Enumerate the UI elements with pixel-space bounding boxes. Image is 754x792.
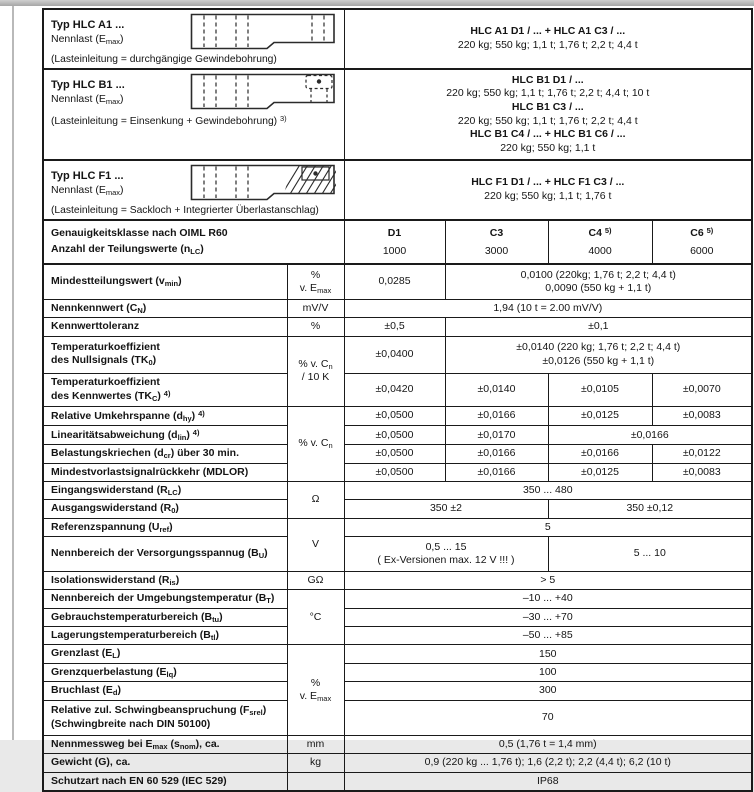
class-name: D1 xyxy=(387,226,402,239)
type-row-hlc-b1 xyxy=(43,69,752,160)
unit-cell: °C xyxy=(287,590,344,645)
spec-label-grenzlast: Grenzlast $(E_L)$ xyxy=(43,645,287,663)
variant-line: HLC B1 C4 / ... + HLC B1 C6 / ... xyxy=(470,128,626,141)
class-name: C3 xyxy=(489,226,504,239)
spec-label-ausgangswiderstand: Ausgangswiderstand $(R_0)$ xyxy=(43,500,287,518)
unit-cell: mm xyxy=(287,735,344,753)
spec-row-nennkennwert xyxy=(43,300,752,318)
page-left-edge-line xyxy=(12,6,14,740)
value-cell: 5 xyxy=(344,518,752,536)
value-cell: 300 xyxy=(344,682,752,700)
spec-row-gewicht xyxy=(43,753,752,772)
divisions-count: 4000 xyxy=(588,245,612,258)
spec-row-gebrauchstemperatur xyxy=(43,608,752,626)
value-cell: ±0,0125 xyxy=(548,463,652,481)
load-introduction-note: (Lasteinleitung = durchgängige Gewindebohrung) xyxy=(51,54,277,65)
type-title: Typ HLC F1 ... xyxy=(51,170,124,183)
value-cell: ±0,0166 xyxy=(548,425,752,444)
unit-cell: Ω xyxy=(287,481,344,518)
spec-label-schwingbeanspruchung: Relative zul. Schwingbeanspruchung $(F_{srel})$ (Schwingbreite nach DIN 50100) xyxy=(43,700,287,735)
value-cell: 0,0100 (220kg; 1,76 t; 2,2 t; 4,4 t) 0,0090 (550 kg + 1,1 t) xyxy=(445,264,752,300)
value-cell: ±0,0166 xyxy=(445,406,548,425)
accuracy-class-header-row xyxy=(43,220,752,264)
type-labels xyxy=(51,19,124,46)
value-cell: ±0,0420 xyxy=(344,373,445,406)
value-cell: 350 ... 480 xyxy=(344,481,752,499)
value-cell: ±0,0166 xyxy=(445,445,548,463)
type-row-hlc-f1 xyxy=(43,160,752,220)
spec-row-grenzquerbelastung xyxy=(43,663,752,681)
value-cell: ±0,0500 xyxy=(344,445,445,463)
spec-row-lagerungstemperatur xyxy=(43,627,752,645)
variant-line: HLC A1 D1 / ... + HLC A1 C3 / ... xyxy=(470,25,626,38)
value-cell: 5 ... 10 xyxy=(548,536,752,571)
value-cell: ±0,0140 xyxy=(445,373,548,406)
type-cell-hlc-f1 xyxy=(43,160,344,220)
spec-row-referenzspannung xyxy=(43,518,752,536)
spec-label-linearitaetsabweichung: Linearitätsabweichung $(d_{lin})$ $^{4)}$ xyxy=(43,425,287,444)
value-cell: ±0,0166 xyxy=(548,445,652,463)
value-cell: 350 ±0,12 xyxy=(548,500,752,518)
type-variants-hlc-b1 xyxy=(344,69,752,160)
variant-line: HLC F1 D1 / ... + HLC F1 C3 / ... xyxy=(471,176,625,189)
unit-cell: GΩ xyxy=(287,571,344,589)
unit-cell: % v. $C_n$ xyxy=(287,406,344,481)
spec-row-isolationswiderstand xyxy=(43,571,752,589)
spec-label-versorgungsspannung: Nennbereich der Versorgungsspannug $(B_U)$ xyxy=(43,536,287,571)
value-cell: 350 ±2 xyxy=(344,500,548,518)
value-cell: 0,5 (1,76 t = 1,4 mm) xyxy=(344,735,752,753)
class-column-C4 xyxy=(548,220,652,264)
value-cell: 1,94 (10 t = 2.00 mV/V) xyxy=(344,300,752,318)
divisions-count: 1000 xyxy=(382,244,407,257)
spec-row-grenzlast xyxy=(43,645,752,663)
value-cell: ±0,0500 xyxy=(344,406,445,425)
spec-label-belastungskriechen: Belastungskriechen $(d_{cr})$ über 30 min. xyxy=(43,445,287,463)
value-cell: ±0,0170 xyxy=(445,425,548,444)
value-cell: –30 ... +70 xyxy=(344,608,752,626)
spec-row-mindestteilungswert xyxy=(43,264,752,300)
spec-label-lagerungstemperatur: Lagerungstemperaturbereich $(B_{tl})$ xyxy=(43,627,287,645)
value-cell: ±0,0500 xyxy=(344,463,445,481)
unit-cell: V xyxy=(287,518,344,571)
spec-label-mindestvorlastsignalrueckkehr: Mindestvorlastsignalrückkehr (MDLOR) xyxy=(43,463,287,481)
loadcell-b1-diagram xyxy=(190,73,336,113)
value-cell: > 5 xyxy=(344,571,752,589)
value-cell: ±0,0500 xyxy=(344,425,445,444)
value-cell: ±0,0105 xyxy=(548,373,652,406)
variant-line: 220 kg; 550 kg; 1,1 t; 1,76 t; 2,2 t; 4,4 t; 10 t xyxy=(446,87,650,100)
type-title: Typ HLC B1 ... xyxy=(51,79,125,92)
page-top-band xyxy=(0,0,754,6)
unit-cell: % v. $E_{max}$ xyxy=(287,645,344,735)
spec-label-grenzquerbelastung: Grenzquerbelastung $(E_{lq})$ xyxy=(43,663,287,681)
value-cell: ±0,0070 xyxy=(652,373,752,406)
value-cell: IP68 xyxy=(344,772,752,791)
header-line-2: Anzahl der Teilungswerte $(n_{LC})$ xyxy=(51,243,204,257)
value-cell: 0,9 (220 kg ... 1,76 t); 1,6 (2,2 t); 2,2 (4,4 t); 6,2 (10 t) xyxy=(344,753,752,772)
spec-label-nennmessweg: Nennmessweg bei $E_{max}$ $(s_{nom})$, ca. xyxy=(43,735,287,753)
class-column-C3 xyxy=(445,220,548,264)
value-cell: ±0,0125 xyxy=(548,406,652,425)
spec-row-linearitaetsabweichung xyxy=(43,425,752,444)
variant-line: HLC B1 D1 / ... xyxy=(511,73,584,86)
spec-label-gewicht: Gewicht (G), ca. xyxy=(43,753,287,772)
spec-row-schwingbeanspruchung xyxy=(43,700,752,735)
type-subtitle: Nennlast $(E_{max})$ xyxy=(51,93,124,107)
value-cell: 0,5 ... 15 ( Ex-Versionen max. 12 V !!! ) xyxy=(344,536,548,571)
variant-line: 220 kg; 550 kg; 1,1 t; 1,76 t; 2,2 t; 4,4 t xyxy=(457,114,638,127)
load-introduction-note: (Lasteinleitung = Einsenkung + Gewindebohrung) $^{3)}$ xyxy=(51,114,287,127)
value-cell: ±0,0083 xyxy=(652,406,752,425)
header-line-1: Genauigkeitsklasse nach OIML R60 xyxy=(51,227,228,239)
unit-cell: % v. $E_{max}$ xyxy=(287,264,344,300)
spec-row-relative-umkehrspanne xyxy=(43,406,752,425)
value-cell: –50 ... +85 xyxy=(344,627,752,645)
type-labels xyxy=(51,79,125,106)
type-cell-hlc-b1 xyxy=(43,69,344,160)
value-cell: ±0,0166 xyxy=(445,463,548,481)
spec-table xyxy=(42,8,753,792)
loadcell-a1-diagram xyxy=(190,13,336,53)
type-cell-hlc-a1 xyxy=(43,9,344,69)
class-name: C6 $^{5)}$ xyxy=(690,226,714,240)
spec-row-eingangswiderstand xyxy=(43,481,752,499)
value-cell: ±0,0083 xyxy=(652,463,752,481)
value-cell: ±0,5 xyxy=(344,318,445,336)
class-name: C4 $^{5)}$ xyxy=(588,226,612,240)
unit-cell: mV/V xyxy=(287,300,344,318)
class-column-C6 xyxy=(652,220,752,264)
spec-label-tk-nullsignal: Temperaturkoeffizient des Nullsignals $(TK_0)$ xyxy=(43,336,287,373)
load-introduction-note: (Lasteinleitung = Sackloch + Integrierter Überlastanschlag) xyxy=(51,205,319,216)
spec-row-ausgangswiderstand xyxy=(43,500,752,518)
spec-row-versorgungsspannung xyxy=(43,536,752,571)
spec-label-gebrauchstemperatur: Gebrauchstemperaturbereich $(B_{tu})$ xyxy=(43,608,287,626)
type-row-hlc-a1 xyxy=(43,9,752,69)
divisions-count: 3000 xyxy=(484,244,509,257)
unit-cell xyxy=(287,772,344,791)
unit-cell: kg xyxy=(287,753,344,772)
unit-cell: % xyxy=(287,318,344,336)
type-labels xyxy=(51,170,124,197)
spec-row-kennwerttoleranz xyxy=(43,318,752,336)
spec-label-kennwerttoleranz: Kennwerttoleranz xyxy=(43,318,287,336)
spec-row-schutzart xyxy=(43,772,752,791)
variant-line: 220 kg; 550 kg; 1,1 t xyxy=(500,141,596,154)
value-cell: 150 xyxy=(344,645,752,663)
loadcell-f1-diagram xyxy=(190,164,336,204)
spec-row-mindestvorlastsignalrueckkehr xyxy=(43,463,752,481)
variant-line: HLC B1 C3 / ... xyxy=(511,100,584,113)
divisions-count: 6000 xyxy=(690,245,714,258)
value-cell: ±0,0140 (220 kg; 1,76 t; 2,2 t; 4,4 t) ±0,0126 (550 kg + 1,1 t) xyxy=(445,336,752,373)
spec-label-umgebungstemperatur: Nennbereich der Umgebungstemperatur $(B_T)$ xyxy=(43,590,287,608)
spec-label-isolationswiderstand: Isolationswiderstand $(R_{is})$ xyxy=(43,571,287,589)
spec-label-eingangswiderstand: Eingangswiderstand $(R_{LC})$ xyxy=(43,481,287,499)
variant-line: 220 kg; 550 kg; 1,1 t; 1,76 t xyxy=(484,190,612,202)
spec-label-mindestteilungswert: Mindestteilungswert $(v_{min})$ xyxy=(43,264,287,300)
type-subtitle: Nennlast $(E_{max})$ xyxy=(51,184,124,198)
spec-label-tk-kennwert: Temperaturkoeffizient des Kennwertes $(TK_C)$ $^{4)}$ xyxy=(43,373,287,406)
value-cell: ±0,0122 xyxy=(652,445,752,463)
type-variants-hlc-f1 xyxy=(344,160,752,220)
class-column-D1 xyxy=(344,220,445,264)
spec-row-bruchlast xyxy=(43,682,752,700)
spec-row-umgebungstemperatur xyxy=(43,590,752,608)
type-variants-hlc-a1 xyxy=(344,9,752,69)
value-cell: ±0,1 xyxy=(445,318,752,336)
value-cell: 100 xyxy=(344,663,752,681)
value-cell: 70 xyxy=(344,700,752,735)
accuracy-class-label xyxy=(43,220,344,264)
variant-line: 220 kg; 550 kg; 1,1 t; 1,76 t; 2,2 t; 4,4 t xyxy=(457,39,638,51)
spec-label-relative-umkehrspanne: Relative Umkehrspanne $(d_{hy})$ $^{4)}$ xyxy=(43,406,287,425)
spec-row-belastungskriechen xyxy=(43,445,752,463)
unit-cell: % v. $C_n$ / 10 K xyxy=(287,336,344,406)
spec-label-nennkennwert: Nennkennwert $(C_N)$ xyxy=(43,300,287,318)
type-title: Typ HLC A1 ... xyxy=(51,19,125,32)
value-cell: –10 ... +40 xyxy=(344,590,752,608)
value-cell: ±0,0400 xyxy=(344,336,445,373)
spec-row-nennmessweg xyxy=(43,735,752,753)
type-subtitle: Nennlast $(E_{max})$ xyxy=(51,33,124,47)
value-cell: 0,0285 xyxy=(344,264,445,300)
spec-label-referenzspannung: Referenzspannung $(U_{ref})$ xyxy=(43,518,287,536)
spec-label-schutzart: Schutzart nach EN 60 529 (IEC 529) xyxy=(43,772,287,791)
spec-row-tk-nullsignal xyxy=(43,336,752,373)
spec-label-bruchlast: Bruchlast $(E_d)$ xyxy=(43,682,287,700)
spec-row-tk-kennwert xyxy=(43,373,752,406)
